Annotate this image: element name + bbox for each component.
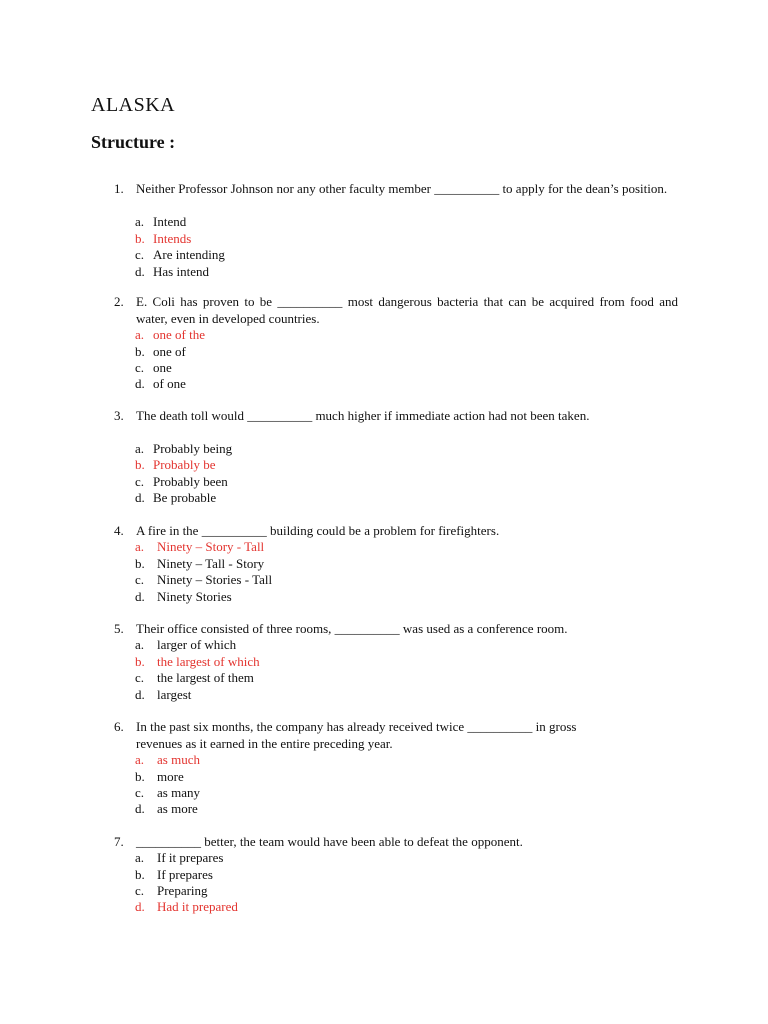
option-letter: c. bbox=[135, 883, 145, 898]
question-number: 7. bbox=[114, 834, 124, 849]
option-letter: d. bbox=[135, 490, 145, 505]
option-letter: a. bbox=[135, 327, 145, 342]
option-text: Had it prepared bbox=[157, 899, 238, 914]
option-letter: b. bbox=[135, 555, 145, 571]
option-text: Has intend bbox=[153, 263, 209, 279]
question-number: 4. bbox=[114, 523, 124, 538]
option-text: Are intending bbox=[153, 247, 225, 262]
question-text: __________ better, the team would have been able to defeat the opponent. bbox=[136, 834, 523, 849]
option-letter: d. bbox=[135, 801, 145, 816]
option-text: as much bbox=[157, 752, 200, 767]
question-text: The death toll would __________ much higher if immediate action had not been taken. bbox=[136, 408, 590, 423]
option-text: Probably be bbox=[153, 457, 216, 472]
option-text: the largest of which bbox=[157, 653, 260, 669]
option-letter: c. bbox=[135, 572, 145, 587]
option-letter: a. bbox=[135, 539, 145, 554]
option-letter: d. bbox=[135, 899, 145, 914]
question-number: 2. bbox=[114, 294, 124, 309]
option-letter: b. bbox=[135, 653, 145, 669]
option-text: one of the bbox=[153, 327, 205, 342]
option-text: Ninety – Stories - Tall bbox=[157, 572, 273, 587]
option-text: one bbox=[153, 360, 172, 375]
question-text: Neither Professor Johnson nor any other faculty member __________ to apply for the dean’s position. bbox=[136, 181, 668, 196]
option-letter: c. bbox=[135, 360, 145, 375]
option-letter: c. bbox=[135, 670, 145, 685]
option-text: If it prepares bbox=[157, 850, 224, 865]
option-text: Probably been bbox=[153, 473, 228, 489]
option-letter: a. bbox=[135, 752, 145, 767]
option-text: as more bbox=[157, 801, 198, 816]
option-text: Ninety Stories bbox=[157, 588, 232, 604]
option-text: of one bbox=[153, 376, 186, 391]
option-text: Probably being bbox=[153, 441, 233, 456]
option-letter: d. bbox=[135, 263, 145, 279]
option-text: If prepares bbox=[157, 866, 213, 882]
question-number: 5. bbox=[114, 621, 124, 636]
question-number: 1. bbox=[114, 181, 124, 196]
option-text: Ninety – Tall - Story bbox=[157, 555, 265, 571]
question-text: E. Coli has proven to be __________ most dangerous bacteria that can be acquired from food and water, even in developed countries. bbox=[136, 294, 678, 326]
option-letter: a. bbox=[135, 214, 145, 229]
option-text: larger of which bbox=[157, 637, 237, 652]
option-letter: b. bbox=[135, 343, 145, 359]
option-letter: b. bbox=[135, 230, 145, 246]
option-text: largest bbox=[157, 686, 192, 702]
option-text: Intend bbox=[153, 214, 187, 229]
option-letter: c. bbox=[135, 473, 145, 489]
option-letter: d. bbox=[135, 588, 145, 604]
option-letter: a. bbox=[135, 850, 145, 865]
option-text: Be probable bbox=[153, 490, 217, 505]
option-text: Intends bbox=[153, 230, 192, 246]
option-letter: b. bbox=[135, 768, 145, 784]
option-text: Preparing bbox=[157, 883, 208, 898]
option-letter: d. bbox=[135, 686, 145, 702]
option-letter: c. bbox=[135, 247, 145, 262]
question-text: In the past six months, the company has already received twice __________ in gross revenues as it earned in the entire preceding year. bbox=[136, 719, 577, 751]
question-number: 6. bbox=[114, 719, 124, 734]
option-text: one of bbox=[153, 343, 186, 359]
option-text: as many bbox=[157, 785, 200, 800]
section-heading: Structure : bbox=[91, 132, 176, 152]
option-text: the largest of them bbox=[157, 670, 254, 685]
option-text: more bbox=[157, 768, 184, 784]
option-letter: c. bbox=[135, 785, 145, 800]
question-text: Their office consisted of three rooms, __________ was used as a conference room. bbox=[136, 621, 568, 636]
option-text: Ninety – Story - Tall bbox=[157, 539, 265, 554]
question-text: A fire in the __________ building could be a problem for firefighters. bbox=[136, 523, 500, 538]
option-letter: b. bbox=[135, 866, 145, 882]
document-title: ALASKA bbox=[91, 94, 176, 116]
question-number: 3. bbox=[114, 408, 124, 423]
option-letter: a. bbox=[135, 441, 145, 456]
option-letter: b. bbox=[135, 457, 145, 472]
option-letter: d. bbox=[135, 376, 145, 391]
option-letter: a. bbox=[135, 637, 145, 652]
